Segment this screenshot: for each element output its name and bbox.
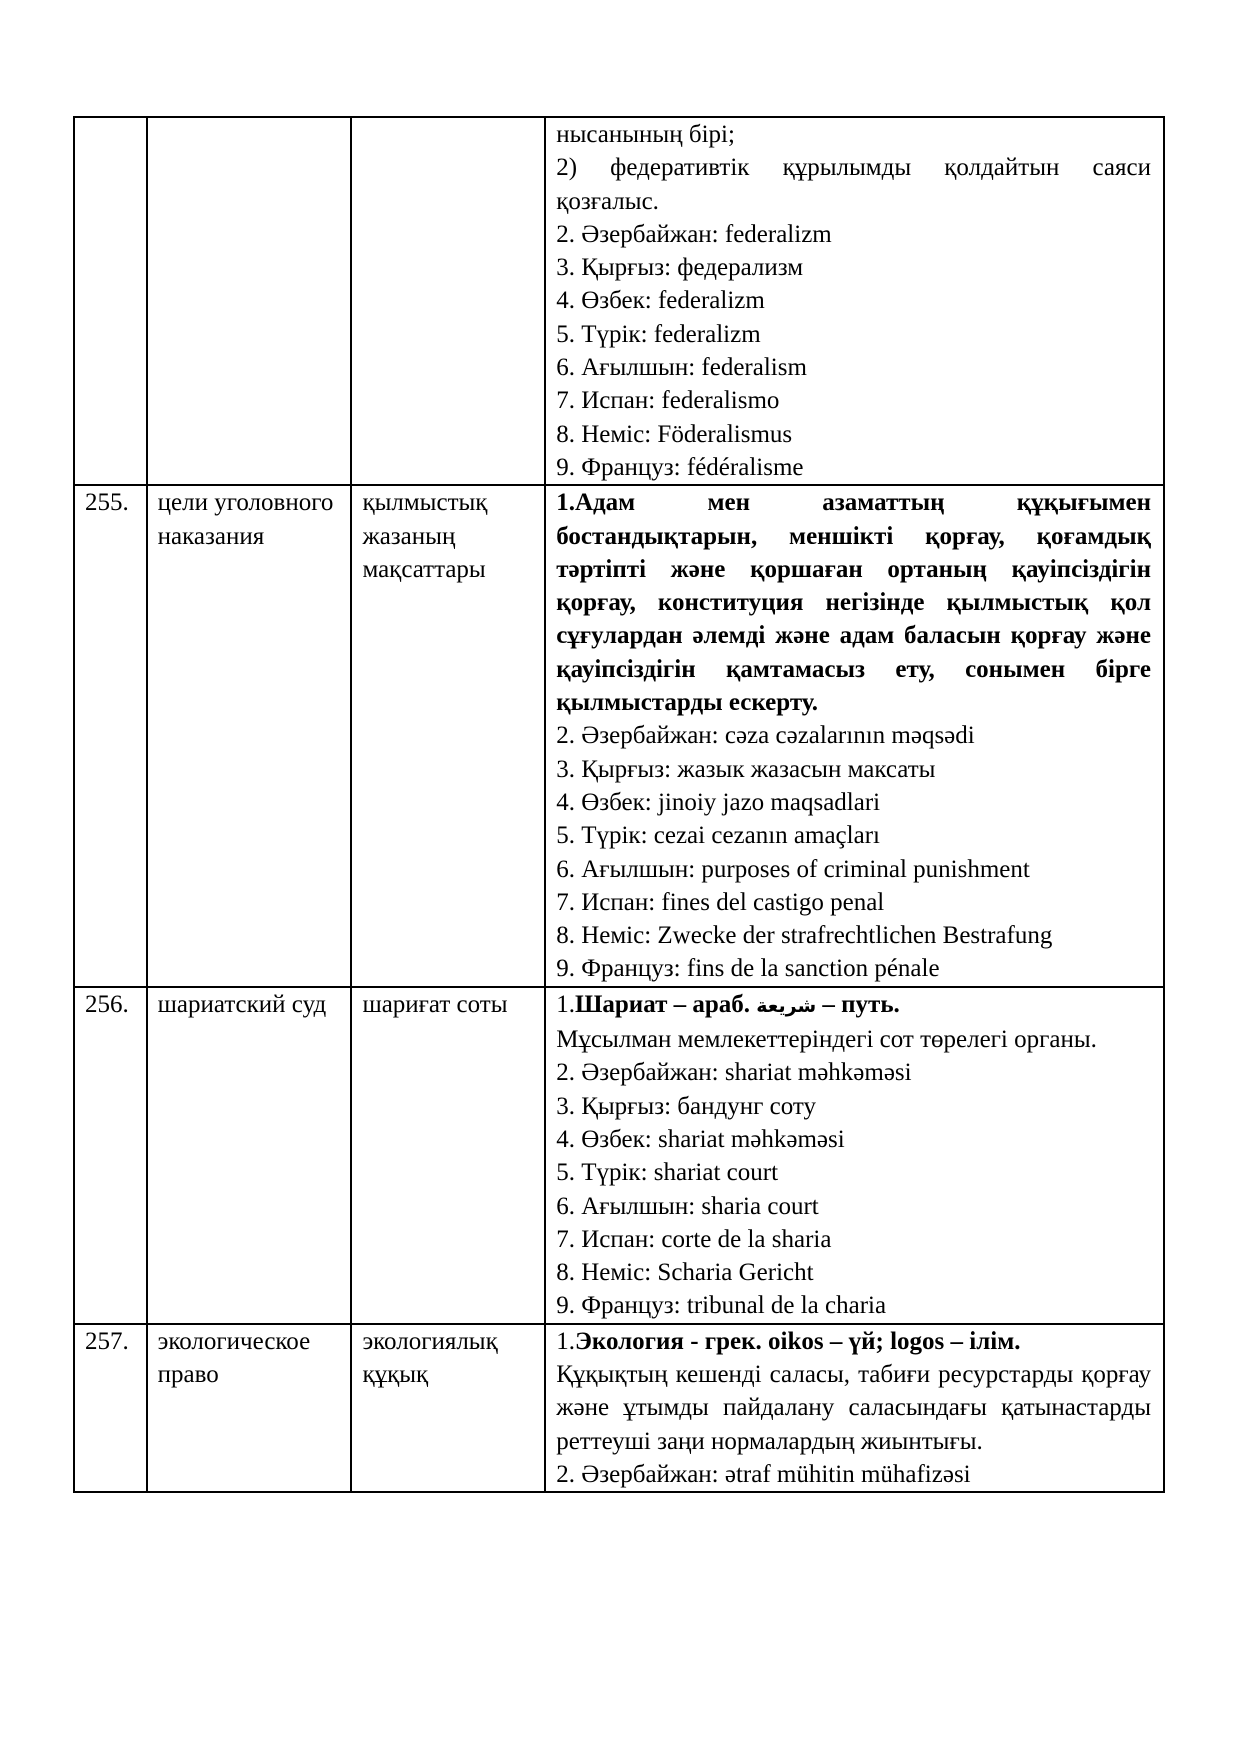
translation-line: 2. Әзербайжан: ətraf mühitin mühafizəsi bbox=[556, 1460, 971, 1488]
translation-line: 7. Испан: federalismo bbox=[556, 387, 780, 415]
translation-line: 6. Ағылшын: purposes of criminal punishment bbox=[556, 855, 1030, 883]
translation-line: 5. Түрік: cezai cezanın amaçları bbox=[556, 822, 880, 850]
kazakh-term: қылмыстық жазаның мақсаттары bbox=[351, 485, 545, 986]
definition-line: 2) федеративтік құрылымды қолдайтын саяси қозғалыс. bbox=[556, 154, 1151, 215]
translation-line: 9. Француз: fédéralisme bbox=[556, 453, 804, 481]
translation-line: 6. Ағылшын: sharia court bbox=[556, 1192, 819, 1220]
kazakh-term: шариғат соты bbox=[351, 987, 545, 1324]
definition-cell bbox=[545, 117, 1164, 485]
translation-line: 9. Француз: tribunal de la charia bbox=[556, 1292, 887, 1320]
etymology-number: 1. bbox=[556, 1327, 575, 1355]
translation-line: 8. Неміс: Föderalismus bbox=[556, 420, 793, 448]
definition-text: Құқықтың кешенді саласы, табиғи ресурстарды қорғау және ұтымды пайдалану саласындағы қатынастарды реттеуші заңи нормалардың жиынтығы. bbox=[556, 1360, 1151, 1455]
row-number: 256. bbox=[74, 987, 147, 1324]
row-number: 255. bbox=[74, 485, 147, 986]
translation-line: 3. Қырғыз: жазык жазасын максаты bbox=[556, 755, 936, 783]
translation-line: 3. Қырғыз: федерализм bbox=[556, 254, 804, 282]
etymology-text: Шариат – араб. bbox=[574, 990, 757, 1018]
row-number bbox=[74, 117, 147, 485]
etymology-text: Экология - грек. oikos – үй; logos – ілім. bbox=[574, 1327, 1021, 1355]
russian-term: экологическое право bbox=[147, 1324, 352, 1492]
russian-term bbox=[147, 117, 352, 485]
translation-line: 2. Әзербайжан: cəza cəzalarının məqsədi bbox=[556, 722, 975, 750]
translation-line: 8. Неміс: Scharia Gericht bbox=[556, 1259, 814, 1287]
russian-term: шариатский суд bbox=[147, 987, 352, 1324]
translation-line: 7. Испан: corte de la sharia bbox=[556, 1225, 832, 1253]
table-row bbox=[74, 117, 1164, 485]
definition-cell bbox=[545, 987, 1164, 1324]
definition-text: 1.Адам мен азаматтың құқығымен бостандықтарын, меншікті қорғау, қоғамдық тәртіпті және қоршаған ортаның қауіпсіздігін қорғау, конституция негізінде қылмыстық қол сұғулардан әлемді және адам баласын қорғау және қауіпсіздігін қамтамасыз ету, сонымен бірге қылмыстарды ескерту. bbox=[556, 489, 1151, 717]
definition-line: нысанының бірі; bbox=[556, 121, 735, 148]
translation-line: 4. Өзбек: shariat məhkəməsi bbox=[556, 1125, 845, 1153]
definition-cell bbox=[545, 1324, 1164, 1492]
russian-term: цели уголовного наказания bbox=[147, 485, 352, 986]
etymology-number: 1. bbox=[556, 990, 575, 1018]
table-row bbox=[74, 485, 1164, 986]
translation-line: 2. Әзербайжан: shariat məhkəməsi bbox=[556, 1059, 912, 1087]
etymology-line bbox=[556, 988, 1151, 1023]
translation-line: 4. Өзбек: jinoiy jazo maqsadlari bbox=[556, 788, 881, 816]
translation-line: 9. Француз: fins de la sanction pénale bbox=[556, 955, 940, 983]
definition-text: Мұсылман мемлекеттеріндегі сот төрелегі органы. bbox=[556, 1026, 1097, 1054]
table-row bbox=[74, 987, 1164, 1324]
glossary-table bbox=[73, 116, 1165, 1493]
kazakh-term bbox=[351, 117, 545, 485]
translation-line: 4. Өзбек: federalizm bbox=[556, 287, 765, 315]
kazakh-term: экологиялық құқық bbox=[351, 1324, 545, 1492]
translation-line: 2. Әзербайжан: federalizm bbox=[556, 220, 832, 248]
translation-line: 6. Ағылшын: federalism bbox=[556, 354, 807, 382]
translation-line: 5. Түрік: federalizm bbox=[556, 320, 761, 348]
arabic-word: شريعة bbox=[756, 994, 817, 1017]
row-number: 257. bbox=[74, 1324, 147, 1492]
translation-line: 5. Түрік: shariat court bbox=[556, 1159, 779, 1187]
table-row bbox=[74, 1324, 1164, 1492]
translation-line: 3. Қырғыз: бандунг соту bbox=[556, 1092, 816, 1120]
translation-line: 8. Неміс: Zwecke der strafrechtlichen Bestrafung bbox=[556, 922, 1053, 950]
etymology-line bbox=[556, 1325, 1151, 1358]
definition-cell bbox=[545, 485, 1164, 986]
translation-line: 7. Испан: fines del castigo penal bbox=[556, 888, 885, 916]
etymology-meaning: – путь. bbox=[816, 990, 900, 1018]
